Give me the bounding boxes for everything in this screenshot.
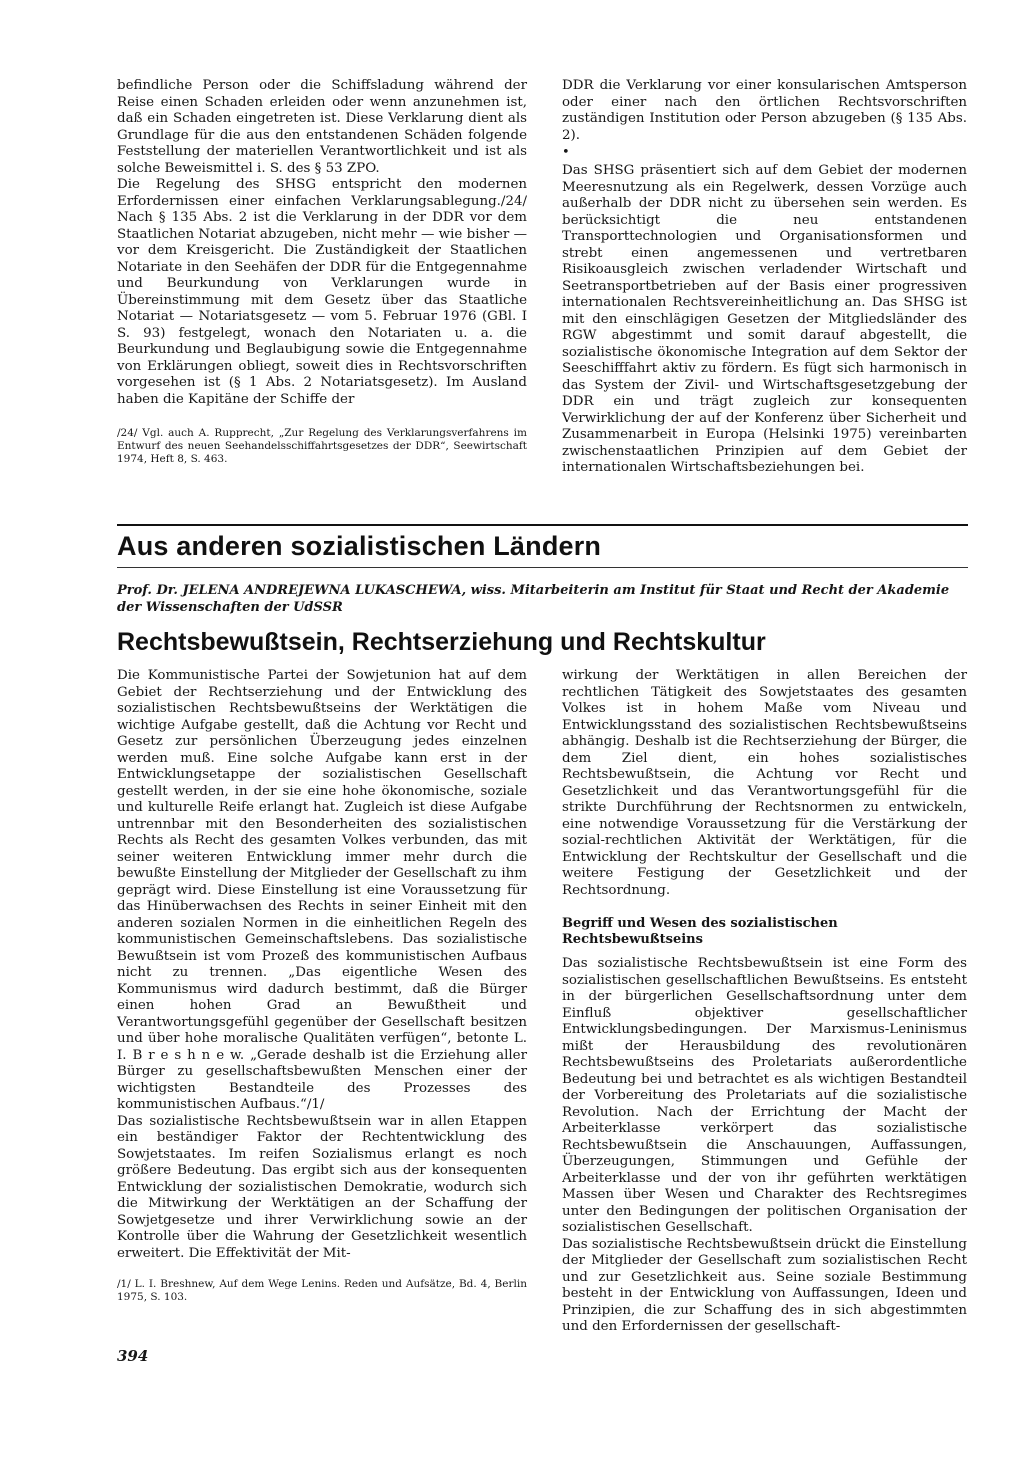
- footnote-24: /24/ Vgl. auch A. Rupprecht, „Zur Regelung des Verklarungsverfahrens im Entwurf des neuen Seehandelsschiffahrtsgesetzes der DDR“, Seewirtschaft 1974, Heft 8, S. 463.: [117, 427, 527, 465]
- top-right-column: [562, 78, 967, 477]
- paragraph: Das sozialistische Rechtsbewußtsein drückt die Einstellung der Mitglieder der Gesellschaft zum sozialistischen Recht und zur Gesetzlichkeit aus. Seine soziale Bestimmung besteht in der Entwicklung von Auffassungen, Ideen und Prinzipien, die zur Schaffung des in sich abgestimmten und den Erfordernissen der gesellschaft-: [562, 1236, 967, 1334]
- paragraph: befindliche Person oder die Schiffsladung während der Reise einen Schaden erleiden oder wenn anzunehmen ist, daß ein Schaden eingetreten ist. Diese Verklarung dient als Grundlage für die aus den entstandenen Schäden folgende Feststellung der materiellen Verantwortlichkeit und ist als solche Beweismittel i. S. des § 53 ZPO.: [117, 78, 527, 176]
- footnote-1: /1/ L. I. Breshnew, Auf dem Wege Lenins. Reden und Aufsätze, Bd. 4, Berlin 1975, S. 103.: [117, 1278, 527, 1303]
- paragraph: Die Kommunistische Partei der Sowjetunion hat auf dem Gebiet der Rechtserziehung und der Entwicklung des sozialistischen Rechtsbewußtseins der Werktätigen die wichtige Aufgabe gestellt, daß die Achtung vor Recht und Gesetz zur persönlichen Überzeugung jedes einzelnen werden muß. Eine solche Aufgabe kann erst in der Entwicklungsetappe der sozialistischen Gesellschaft gestellt werden, in der sie eine hohe ökonomische, soziale und kulturelle Reife erlangt hat. Zugleich ist diese Aufgabe untrennbar mit den Besonderheiten des sozialistischen Rechts als Recht des gesamten Volkes verbunden, das mit seiner weiteren Entwicklung immer mehr durch die bewußte Einstellung der Mitglieder der Gesellschaft zu ihm geprägt wird. Diese Einstellung ist eine Voraussetzung für das Hinüberwachsen des Rechts in seiner Einheit mit den anderen sozialen Normen in die einheitlichen Regeln des kommunistischen Gemeinschaftslebens. Das sozialistische Bewußtsein ist vom Prozeß des kommunistischen Aufbaus nicht zu trennen. „Das eigentliche Wesen des Kommunismus wird dadurch bestimmt, daß die Bürger einen hohen Grad an Bewußtheit und Verantwortungsgefühl gegenüber der Gesellschaft besitzen und über hohe moralische Qualitäten verfügen“, betonte L. I. B r e s h n e w. „Gerade deshalb ist die Erziehung aller Bürger zu gesellschaftsbewußten Menschen einer der wichtigsten Bestandteile des Prozesses des kommunistischen Aufbaus.“/1/: [117, 668, 527, 1112]
- paragraph: wirkung der Werktätigen in allen Bereichen der rechtlichen Tätigkeit des Sowjetstaates des gesamten Volkes ist in hohem Maße vom Niveau und Entwicklungsstand des sozialistischen Rechtsbewußtseins abhängig. Deshalb ist die Rechtserziehung der Bürger, die dem Ziel dient, ein hohes sozialistisches Rechtsbewußtsein, die Achtung vor Recht und Gesetzlichkeit und das Verantwortungsgefühl für die strikte Durchführung der Rechtsnormen zu entwickeln, eine notwendige Voraussetzung für die Verstärkung der sozial-rechtlichen Aktivität der Werktätigen, für die Entwicklung der Rechtskultur der Gesellschaft und die weitere Festigung der Gesetzlichkeit und der Rechtsordnung.: [562, 668, 967, 898]
- section-divider-bottom: [117, 567, 968, 568]
- separator-dot: •: [562, 145, 570, 160]
- author-line: Prof. Dr. JELENA ANDREJEWNA LUKASCHEWA, wiss. Mitarbeiterin am Institut für Staat und Recht der Akademie der Wissenschaften der UdSSR: [117, 583, 950, 615]
- subheading: Begriff und Wesen des sozialistischen Rechtsbewußtseins: [562, 916, 838, 947]
- section-divider-top: [117, 524, 968, 526]
- paragraph: DDR die Verklarung vor einer konsularischen Amtsperson oder einer nach den örtlichen Rechtsvorschriften zuständigen Institution oder Person abzugeben (§ 135 Abs. 2).: [562, 78, 967, 143]
- paragraph: Das sozialistische Rechtsbewußtsein war in allen Etappen ein beständiger Faktor der Rechtentwicklung des Sowjetstaates. Im reifen Sozialismus erlangt es noch größere Bedeutung. Das ergibt sich aus der konsequenten Entwicklung der sozialistischen Demokratie, wodurch sich die Mitwirkung der Werktätigen an der Schaffung der Sowjetgesetze und ihrer Verwirklichung sowie an der Kontrolle über die Wahrung der Gesetzlichkeit wesentlich erweitert. Die Effektivität der Mit-: [117, 1113, 527, 1261]
- paragraph: Das sozialistische Rechtsbewußtsein ist eine Form des sozialistischen gesellschaftlichen Bewußtseins. Es entsteht in der bürgerlichen Gesellschaftsordnung unter dem Einfluß objektiver gesellschaftlicher Entwicklungsbedingungen. Der Marxismus-Leninismus mißt der Herausbildung des revolutionären Rechtsbewußtseins des Proletariats außerordentliche Bedeutung bei und betrachtet es als wichtigen Bestandteil der Vorbereitung des Proletariats auf die sozialistische Revolution. Nach der Errichtung der Macht der Arbeiterklasse verkörpert das sozialistische Rechtsbewußtsein die Anschauungen, Auffassungen, Überzeugungen, Stimmungen und Gefühle der Arbeiterklasse und der von ihr geführten werktätigen Massen über Wesen und Charakter des Rechtsregimes unter den Bedingungen der politischen Organisation der sozialistischen Gesellschaft.: [562, 956, 967, 1235]
- section-title: Aus anderen sozialistischen Ländern: [117, 531, 602, 561]
- top-left-column: [117, 78, 527, 466]
- paragraph: Das SHSG präsentiert sich auf dem Gebiet der modernen Meeresnutzung als ein Regelwerk, dessen Vorzüge auch außerhalb der DDR nicht zu übersehen sein werden. Es berücksichtigt die neu entstandenen Transporttechnologien und Organisationsformen und strebt einen angemessenen und vertretbaren Risikoausgleich zwischen verladender Wirtschaft und Seetransportbetrieben auf der Basis einer progressiven internationalen Rechtsvereinheitlichung an. Das SHSG ist mit den einschlägigen Gesetzen der Mitgliedsländer des RGW abgestimmt und somit darauf abgestellt, die sozialistische ökonomische Integration auf dem Sektor der Seeschifffahrt aktiv zu fördern. Es fügt sich harmonisch in das System der Zivil- und Wirtschaftsgesetzgebung der DDR ein und trägt zugleich zur konsequenten Verwirklichung der auf der Konferenz über Sicherheit und Zusammenarbeit in Europa (Helsinki 1975) vereinbarten zwischenstaatlichen Prinzipien auf dem Gebiet der internationalen Wirtschaftsbeziehungen bei.: [562, 163, 967, 475]
- page-number: 394: [117, 1347, 149, 1365]
- article-title: Rechtsbewußtsein, Rechtserziehung und Rechtskultur: [117, 628, 766, 656]
- paragraph: Die Regelung des SHSG entspricht den modernen Erfordernissen einer einfachen Verklarungsablegung./24/ Nach § 135 Abs. 2 ist die Verklarung in der DDR vor dem Staatlichen Notariat abzugeben, nicht mehr — wie bisher — vor dem Kreisgericht. Die Zuständigkeit der Staatlichen Notariate in den Seehäfen der DDR für die Entgegennahme und Beurkundung von Verklarungen wurde in Übereinstimmung mit dem Gesetz über das Staatliche Notariat — Notariatsgesetz — vom 5. Februar 1976 (GBl. I S. 93) festgelegt, wonach den Notariaten u. a. die Beurkundung und Beglaubigung sowie die Entgegennahme von Erklärungen obliegt, soweit dies in Rechtsvorschriften vorgesehen ist (§ 1 Abs. 2 Notariatsgesetz). Im Ausland haben die Kapitäne der Schiffe der: [117, 177, 527, 407]
- article-left-column: [117, 668, 527, 1304]
- article-right-column: [562, 668, 967, 1336]
